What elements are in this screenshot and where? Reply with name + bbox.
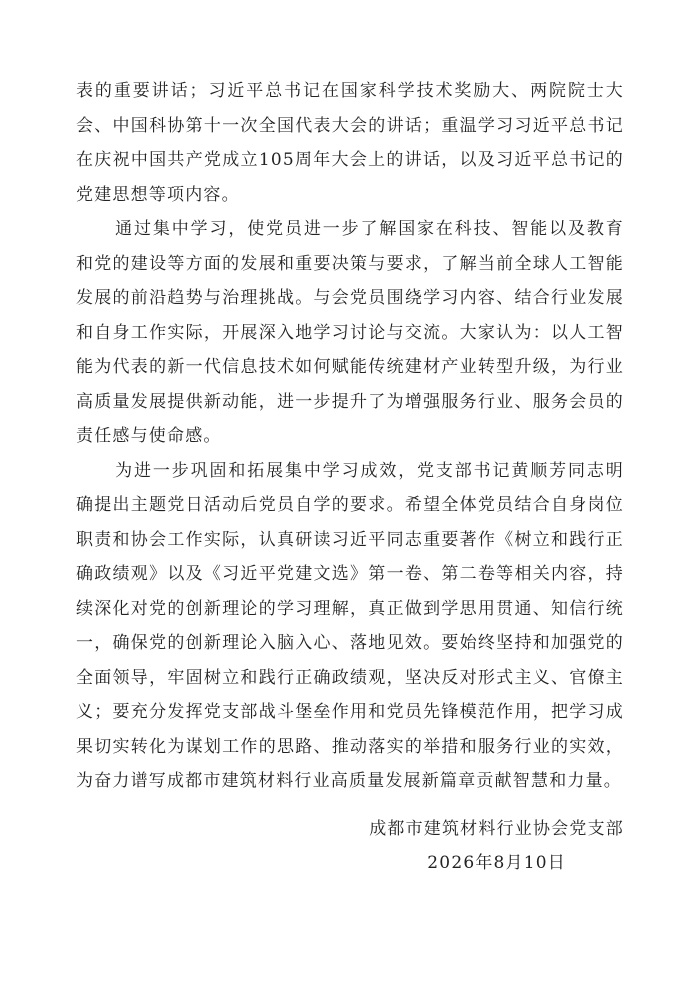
signature-date: 2026年8月10日	[427, 853, 566, 873]
signature-organization: 成都市建筑材料行业协会党支部	[369, 819, 624, 839]
paragraph-self-study-requirements: 为进一步巩固和拓展集中学习成效，党支部书记黄顺芳同志明确提出主题党日活动后党员自学的要求。希望全体党员结合自身岗位职责和协会工作实际，认真研读习近平同志重要著作《树立和践行正确政绩观》以及《习近平党建文选》第一卷、第二卷等相关内容，持续深化对党的创新理论的学习理解，真正做到学思用贯通、知信行统一，确保党的创新理论入脑入心、落地见效。要始终坚持和加强党的全面领导，牢固树立和践行正确政绩观，坚决反对形式主义、官僚主义；要充分发挥党支部战斗堡垒作用和党员先锋模范作用，把学习成果切实转化为谋划工作的思路、推动落实的举措和服务行业的实效，为奋力谱写成都市建筑材料行业高质量发展新篇章贡献智慧和力量。	[76, 460, 624, 791]
paragraph-study-outcome: 通过集中学习，使党员进一步了解国家在科技、智能以及教育和党的建设等方面的发展和重要决策与要求，了解当前全球人工智能发展的前沿趋势与治理挑战。与会党员围绕学习内容、结合行业发展和自身工作实际，开展深入地学习讨论与交流。大家认为：以人工智能为代表的新一代信息技术如何赋能传统建材产业转型升级，为行业高质量发展提供新动能，进一步提升了为增强服务行业、服务会员的责任感与使命感。	[76, 219, 624, 446]
document-body	[76, 74, 624, 799]
paragraph-continuation: 表的重要讲话；习近平总书记在国家科学技术奖励大、两院院士大会、中国科协第十一次全国代表大会的讲话；重温学习习近平总书记在庆祝中国共产党成立105周年大会上的讲话，以及习近平总书记的党建思想等项内容。	[76, 81, 624, 205]
